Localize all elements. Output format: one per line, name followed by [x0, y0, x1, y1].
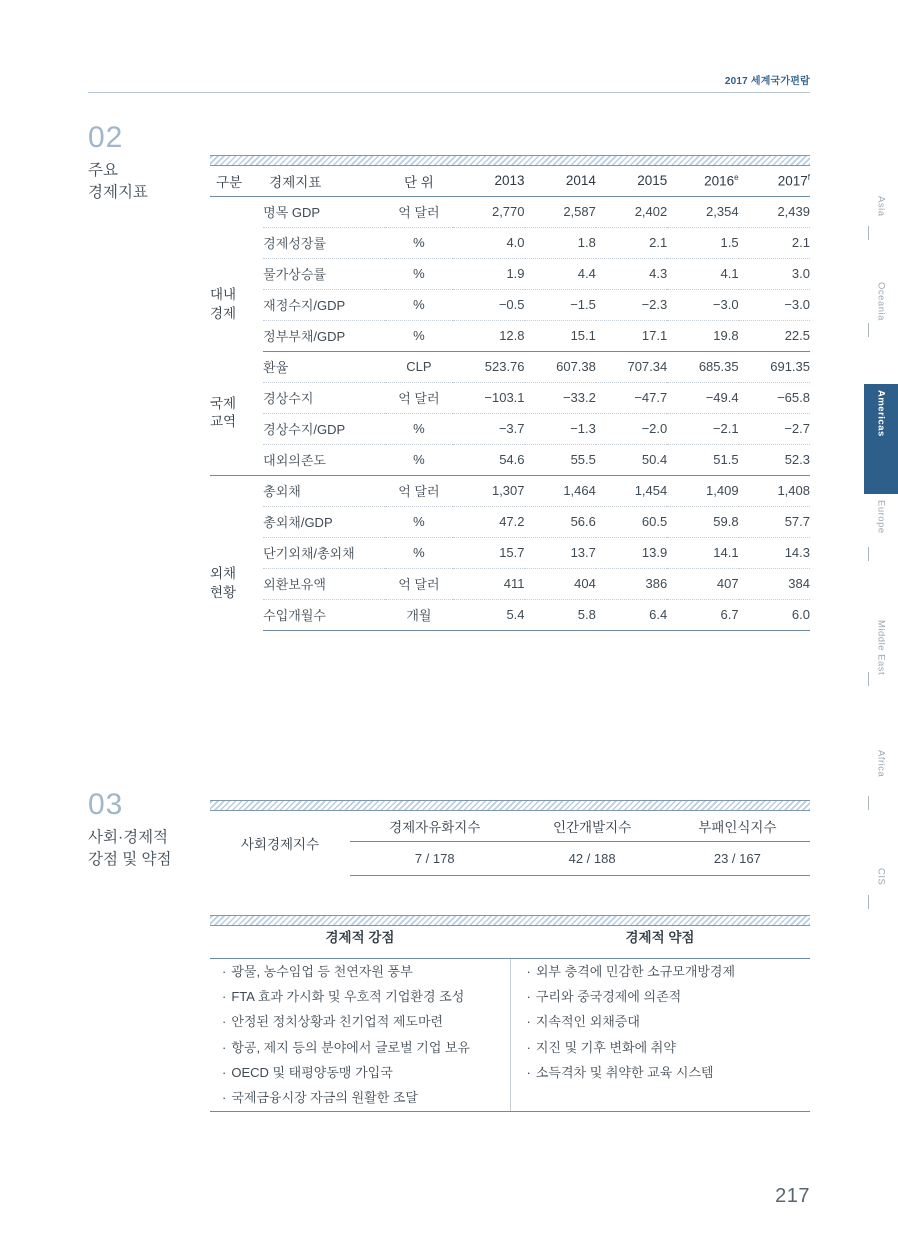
- cell-2014: −33.2: [525, 382, 596, 413]
- list-item: · 항공, 제지 등의 분야에서 글로벌 기업 보유: [222, 1035, 510, 1060]
- cell-2015: 60.5: [596, 506, 667, 537]
- group-label-trade: [210, 382, 263, 444]
- table-row: [210, 196, 810, 227]
- cell-2014: −1.3: [525, 413, 596, 444]
- table-row: [210, 444, 810, 475]
- socio-header-row: [210, 811, 810, 841]
- table-row: [210, 506, 810, 537]
- table-row: [210, 537, 810, 568]
- list-item: · FTA 효과 가시화 및 우호적 기업환경 조성: [222, 984, 510, 1009]
- cell-2014: 404: [525, 568, 596, 599]
- cell-2015: −2.3: [596, 289, 667, 320]
- cell-2013: 54.6: [453, 444, 524, 475]
- side-tab-label: Europe: [875, 500, 887, 534]
- cell-2013: −3.7: [453, 413, 524, 444]
- side-tab-cis[interactable]: [864, 862, 898, 942]
- cell-indicator: 단기외채/총외채: [263, 537, 385, 568]
- group-label-trade-bottom: [210, 444, 263, 475]
- cell-2016: −49.4: [667, 382, 738, 413]
- section-02-heading: [88, 123, 208, 205]
- socio-col-economic-freedom: 경제자유화지수: [350, 811, 519, 841]
- cell-2017: −2.7: [739, 413, 810, 444]
- cell-2016: 1.5: [667, 227, 738, 258]
- cell-2017: 6.0: [739, 599, 810, 630]
- list-item: · 소득격차 및 취약한 교육 시스템: [527, 1060, 811, 1085]
- section-03-number: 03: [88, 788, 124, 821]
- list-item: · 구리와 중국경제에 의존적: [527, 984, 811, 1009]
- strength-list: [222, 959, 510, 1111]
- cell-2016: 19.8: [667, 320, 738, 351]
- socio-col-corruption-perception: 부패인식지수: [665, 811, 810, 841]
- side-tab-label: Americas: [875, 390, 887, 437]
- table-row: [210, 382, 810, 413]
- table-top-hatch-band: [210, 800, 810, 811]
- swot-table: [210, 926, 810, 1112]
- group-label-trade-top: [210, 351, 263, 382]
- table-header-row: [210, 166, 810, 196]
- tab-tick-icon: [868, 323, 869, 337]
- group-label-line1: 국제: [210, 395, 237, 411]
- cell-2017: 2,439: [739, 196, 810, 227]
- side-tab-label: Africa: [875, 750, 887, 778]
- table-row: [210, 351, 810, 382]
- table-row: [210, 320, 810, 351]
- cell-2016: −2.1: [667, 413, 738, 444]
- cell-2016: −3.0: [667, 289, 738, 320]
- tab-tick-icon: [868, 895, 869, 909]
- cell-2014: 1,464: [525, 475, 596, 506]
- cell-2013: 2,770: [453, 196, 524, 227]
- cell-unit: %: [385, 320, 453, 351]
- swot-strength-cell: [210, 958, 510, 1111]
- cell-unit: %: [385, 444, 453, 475]
- cell-2016: 407: [667, 568, 738, 599]
- page-number: 217: [775, 1185, 810, 1207]
- swot-header-row: [210, 926, 810, 958]
- cell-2017: 14.3: [739, 537, 810, 568]
- cell-2013: 47.2: [453, 506, 524, 537]
- table-row: [210, 599, 810, 630]
- cell-2013: 1.9: [453, 258, 524, 289]
- cell-indicator: 외환보유액: [263, 568, 385, 599]
- table-row: [210, 568, 810, 599]
- section-03-title: [88, 827, 213, 872]
- cell-indicator: 물가상승률: [263, 258, 385, 289]
- side-tab-oceania[interactable]: [864, 276, 898, 384]
- side-tab-label: Oceania: [875, 282, 887, 321]
- cell-2016: 51.5: [667, 444, 738, 475]
- socio-value-economic-freedom: 7 / 178: [350, 841, 519, 875]
- col-header-unit: 단 위: [385, 166, 453, 196]
- cell-indicator: 대외의존도: [263, 444, 385, 475]
- socioeconomic-index-table: [210, 800, 810, 876]
- cell-2017: 22.5: [739, 320, 810, 351]
- section-03-heading: [88, 790, 213, 872]
- table-row: [210, 227, 810, 258]
- side-tab-asia[interactable]: [864, 190, 898, 276]
- table-top-hatch-band: [210, 155, 810, 166]
- group-label-line2: 경제: [210, 305, 237, 321]
- cell-2014: 55.5: [525, 444, 596, 475]
- section-03-title-line1: 사회·경제적: [88, 829, 169, 846]
- cell-2015: 707.34: [596, 351, 667, 382]
- swot-header-weakness: 경제적 약점: [510, 926, 810, 958]
- cell-2017: −3.0: [739, 289, 810, 320]
- col-header-2015: 2015: [596, 166, 667, 196]
- cell-2014: 2,587: [525, 196, 596, 227]
- list-item: · OECD 및 태평양동맹 가입국: [222, 1060, 510, 1085]
- cell-2013: 411: [453, 568, 524, 599]
- col-header-indicator: 경제지표: [263, 166, 385, 196]
- cell-2015: 386: [596, 568, 667, 599]
- side-tab-label: CIS: [875, 868, 887, 886]
- cell-2015: 6.4: [596, 599, 667, 630]
- cell-2017: 1,408: [739, 475, 810, 506]
- economic-indicators-table: [210, 155, 810, 631]
- socio-table: [210, 811, 810, 876]
- group-label-debt-top: [210, 475, 263, 537]
- cell-unit: %: [385, 289, 453, 320]
- cell-2014: 15.1: [525, 320, 596, 351]
- cell-2014: 13.7: [525, 537, 596, 568]
- list-item: · 광물, 농수임업 등 천연자원 풍부: [222, 959, 510, 984]
- group-label-domestic-top: [210, 196, 263, 258]
- cell-unit: %: [385, 258, 453, 289]
- cell-indicator: 수입개월수: [263, 599, 385, 630]
- cell-unit: 억 달러: [385, 475, 453, 506]
- cell-indicator: 경상수지/GDP: [263, 413, 385, 444]
- cell-indicator: 명목 GDP: [263, 196, 385, 227]
- side-tab-africa[interactable]: [864, 744, 898, 862]
- side-tab-label: Middle East: [875, 620, 887, 676]
- cell-indicator: 정부부채/GDP: [263, 320, 385, 351]
- swot-weakness-cell: [510, 958, 810, 1111]
- col-header-2014: 2014: [525, 166, 596, 196]
- cell-2016: 1,409: [667, 475, 738, 506]
- group-label-line1: 대내: [210, 287, 237, 303]
- cell-unit: 억 달러: [385, 568, 453, 599]
- cell-2015: 4.3: [596, 258, 667, 289]
- list-item: · 지속적인 외채증대: [527, 1009, 811, 1034]
- cell-2015: 50.4: [596, 444, 667, 475]
- cell-2017: 57.7: [739, 506, 810, 537]
- cell-2016: 2,354: [667, 196, 738, 227]
- cell-2016: 14.1: [667, 537, 738, 568]
- cell-2017: −65.8: [739, 382, 810, 413]
- cell-2014: 607.38: [525, 351, 596, 382]
- section-02-number: 02: [88, 121, 124, 154]
- cell-indicator: 총외채/GDP: [263, 506, 385, 537]
- cell-indicator: 환율: [263, 351, 385, 382]
- col-header-2017: 2017$^f$: [739, 166, 810, 196]
- cell-2017: 52.3: [739, 444, 810, 475]
- table-row: [210, 475, 810, 506]
- col-header-2016: 2016e: [667, 166, 738, 196]
- cell-2013: −103.1: [453, 382, 524, 413]
- section-03-title-line2: 강점 및 약점: [88, 851, 172, 869]
- header-title: 2017 세계국가편람: [724, 76, 810, 87]
- group-label-line2: 현황: [210, 584, 237, 600]
- cell-2013: 5.4: [453, 599, 524, 630]
- header-divider: [88, 92, 810, 93]
- cell-2017: 691.35: [739, 351, 810, 382]
- cell-unit: 개월: [385, 599, 453, 630]
- cell-unit: %: [385, 413, 453, 444]
- socio-value-human-development: 42 / 188: [519, 841, 664, 875]
- cell-2013: −0.5: [453, 289, 524, 320]
- cell-indicator: 경제성장률: [263, 227, 385, 258]
- table-row: [210, 289, 810, 320]
- cell-2015: −2.0: [596, 413, 667, 444]
- cell-unit: 억 달러: [385, 196, 453, 227]
- cell-2014: −1.5: [525, 289, 596, 320]
- socio-row-label: 사회경제지수: [240, 837, 320, 852]
- cell-2016: 4.1: [667, 258, 738, 289]
- cell-unit: %: [385, 227, 453, 258]
- list-item: · 외부 충격에 민감한 소규모개방경제: [527, 959, 811, 984]
- side-tab-americas[interactable]: [864, 384, 898, 494]
- cell-2017: 2.1: [739, 227, 810, 258]
- cell-2016: 6.7: [667, 599, 738, 630]
- cell-2014: 1.8: [525, 227, 596, 258]
- group-label-line2: 교역: [210, 414, 237, 429]
- cell-2014: 4.4: [525, 258, 596, 289]
- section-02-title-line1: 주요: [88, 162, 118, 179]
- cell-2014: 5.8: [525, 599, 596, 630]
- cell-2015: 17.1: [596, 320, 667, 351]
- tab-tick-icon: [868, 796, 869, 810]
- list-item: · 국제금융시장 자금의 원활한 조달: [222, 1085, 510, 1110]
- list-item: · 안정된 정치상황과 친기업적 제도마련: [222, 1009, 510, 1034]
- cell-unit: 억 달러: [385, 382, 453, 413]
- swot-body-row: [210, 958, 810, 1111]
- cell-2016: 59.8: [667, 506, 738, 537]
- cell-2015: 2,402: [596, 196, 667, 227]
- side-tab-middle-east[interactable]: [864, 614, 898, 744]
- section-02-title: [88, 160, 208, 205]
- cell-2016: 685.35: [667, 351, 738, 382]
- cell-2015: 1,454: [596, 475, 667, 506]
- cell-2014: 56.6: [525, 506, 596, 537]
- cell-2015: −47.7: [596, 382, 667, 413]
- cell-indicator: 총외채: [263, 475, 385, 506]
- cell-unit: CLP: [385, 351, 453, 382]
- cell-2013: 1,307: [453, 475, 524, 506]
- table-top-hatch-band: [210, 915, 810, 926]
- cell-unit: %: [385, 506, 453, 537]
- side-tab-europe[interactable]: [864, 494, 898, 614]
- cell-2015: 13.9: [596, 537, 667, 568]
- cell-2017: 3.0: [739, 258, 810, 289]
- socio-value-corruption-perception: 23 / 167: [665, 841, 810, 875]
- side-tab-label: Asia: [875, 196, 887, 217]
- cell-2013: 15.7: [453, 537, 524, 568]
- cell-indicator: 경상수지: [263, 382, 385, 413]
- indicators-table: [210, 166, 810, 631]
- strengths-weaknesses-table: [210, 915, 810, 1112]
- side-tab-nav[interactable]: [864, 190, 898, 942]
- cell-2013: 4.0: [453, 227, 524, 258]
- tab-tick-icon: [868, 226, 869, 240]
- weakness-list: [527, 959, 811, 1086]
- group-label-debt: [210, 537, 263, 630]
- section-02-title-line2: 경제지표: [88, 184, 148, 202]
- col-header-2013: 2013: [453, 166, 524, 196]
- swot-header-strength: 경제적 강점: [210, 926, 510, 958]
- tab-tick-icon: [868, 672, 869, 686]
- table-row: [210, 258, 810, 289]
- list-item: · 지진 및 기후 변화에 취약: [527, 1035, 811, 1060]
- tab-tick-icon: [868, 547, 869, 561]
- socio-col-human-development: 인간개발지수: [519, 811, 664, 841]
- group-label-line1: 외채: [210, 566, 237, 582]
- cell-indicator: 재정수지/GDP: [263, 289, 385, 320]
- cell-2013: 523.76: [453, 351, 524, 382]
- group-label-domestic: [210, 258, 263, 351]
- table-row: [210, 413, 810, 444]
- col-header-category: 구분: [210, 166, 263, 196]
- cell-unit: %: [385, 537, 453, 568]
- page-header: [0, 72, 898, 98]
- cell-2017: 384: [739, 568, 810, 599]
- cell-2015: 2.1: [596, 227, 667, 258]
- cell-2013: 12.8: [453, 320, 524, 351]
